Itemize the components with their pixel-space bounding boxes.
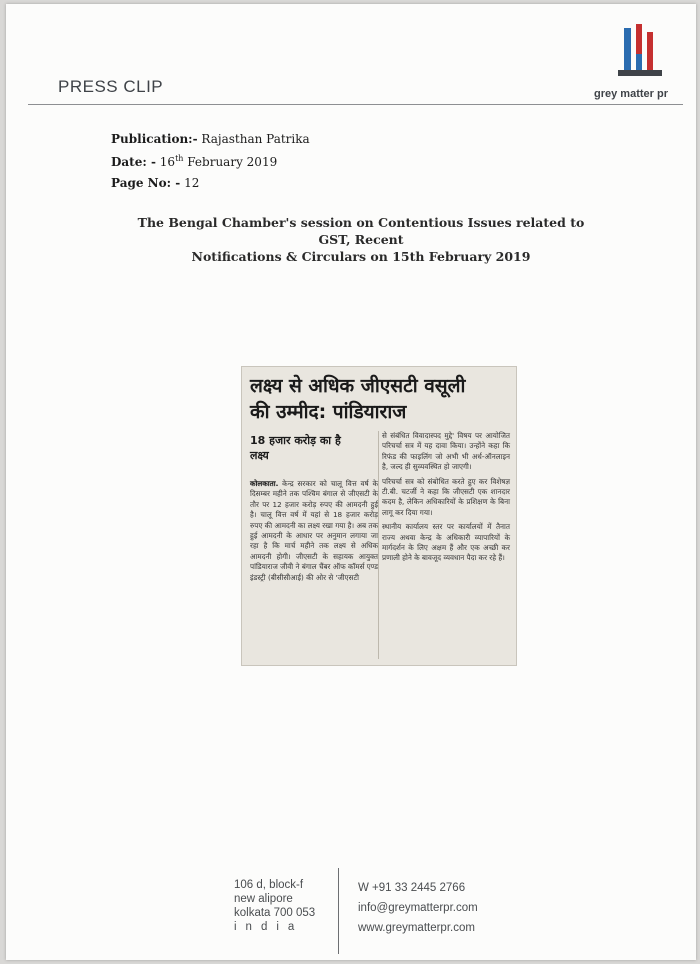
grey-matter-logo-icon xyxy=(616,22,666,84)
clip-subheadline-line-2: लक्ष्य xyxy=(250,449,269,462)
clip-headline xyxy=(250,373,512,425)
footer-divider xyxy=(338,868,339,954)
date-label: Date: - xyxy=(111,155,156,169)
date-line xyxy=(111,154,277,169)
publication-label: Publication:- xyxy=(111,132,198,146)
session-headline xyxy=(126,214,596,265)
address-line-4: india xyxy=(234,921,304,933)
headline-line-2: Notifications & Circulars on 15th February 2019 xyxy=(191,249,531,264)
footer-website[interactable]: www.greymatterpr.com xyxy=(358,922,475,934)
clip-right-paragraph-3: स्थानीय कार्यालय स्तर पर कार्यालयों में तैनात राज्य अथवा केन्द्र के अधिकारी व्यापारियों के मार्गदर्शन के लिए अक्षम हैं और एक अच्छी कर प्रणाली होने के बावजूद व्यवधान पैदा कर रहे हैं। xyxy=(382,522,510,563)
logo-text: grey matter pr xyxy=(594,88,668,100)
clip-headline-line-2: की उम्मीद: पांडियाराज xyxy=(250,401,407,423)
clip-subheadline xyxy=(250,433,378,463)
clip-left-column xyxy=(250,479,378,587)
clip-right-paragraph-2: परिचर्चा सत्र को संबोधित करते हुए कर विशेषज्ञ टी.बी. चटर्जी ने कहा कि जीएसटी एक शानदार कदम है, लेकिन अधिकारियों के प्रशिक्षण के बिना लागू कर दिया गया। xyxy=(382,476,510,517)
date-suffix: th xyxy=(175,154,184,163)
clip-left-body: केन्द्र सरकार को चालू वित्त वर्ष के दिसम्बर महीने तक पश्चिम बंगाल से जीएसटी के तौर पर 12 हजार करोड़ रुपए की आमदनी हुई है। चालू वित्त वर्ष में यहां से 18 हजार करोड़ रुपए की आमदनी का लक्ष्य रखा गया है। अब तक हुई आमदनी के आधार पर अनुमान लगाया जा रहा है कि मार्च महीने तक लक्ष्य से अधिक आमदनी होगी। जीएसटी के सहायक आयुक्त पांडियाराज जीवी ने बंगाल चैंबर ऑफ कॉमर्स एण्ड इंडस्ट्री (बीसीसीआई) की ओर से 'जीएसटी xyxy=(250,479,379,582)
date-rest: February 2019 xyxy=(187,155,278,169)
clip-subheadline-line-1: 18 हजार करोड़ का है xyxy=(250,434,341,447)
clip-headline-line-1: लक्ष्य से अधिक जीएसटी वसूली xyxy=(250,375,466,397)
press-clip-sheet xyxy=(6,4,696,960)
address-line-1: 106 d, block-f xyxy=(234,879,304,891)
clip-right-column xyxy=(382,431,510,568)
footer-phone: W +91 33 2445 2766 xyxy=(358,882,466,894)
page-label: Page No: - xyxy=(111,176,181,190)
address-line-3: kolkata 700 053 xyxy=(234,907,316,919)
clip-right-paragraph-1: से संबंधित विवादास्पद मुद्दे' विषय पर आयोजित परिचर्चा सत्र में यह दावा किया। उन्होंने कहा कि रिफंड की फाइलिंग जो अभी भी अर्ध-ऑनलाइन है, जल्द ही सुव्यवस्थित हो जाएगी। xyxy=(382,431,510,472)
newspaper-clipping xyxy=(241,366,517,666)
footer-address xyxy=(234,878,324,934)
headline-line-1: The Bengal Chamber's session on Contentious Issues related to GST, Recent xyxy=(137,215,585,247)
page-value: 12 xyxy=(184,176,200,190)
clip-dateline: कोलकाता. xyxy=(250,479,279,488)
footer-email[interactable]: info@greymatterpr.com xyxy=(358,902,478,914)
publication-value: Rajasthan Patrika xyxy=(201,132,310,146)
address-line-2: new alipore xyxy=(234,893,293,905)
footer-contact xyxy=(358,878,478,938)
publication-line xyxy=(111,132,310,146)
header-divider xyxy=(28,104,683,105)
press-clip-title: PRESS CLIP xyxy=(58,77,164,96)
date-day: 16 xyxy=(159,155,176,169)
clip-column-divider xyxy=(378,431,379,659)
page-number-line xyxy=(111,176,199,190)
